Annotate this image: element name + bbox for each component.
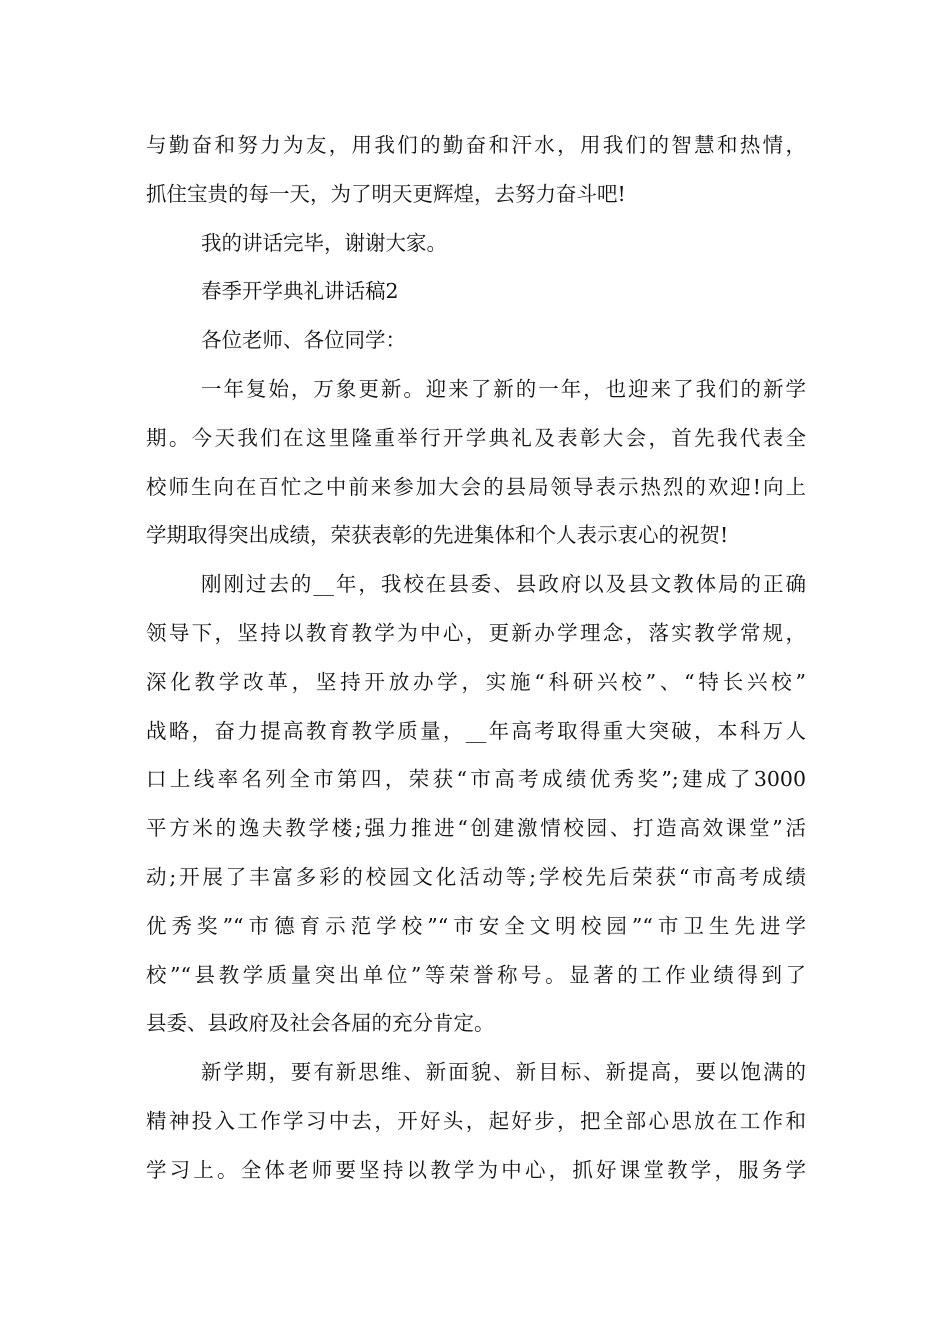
- text-line: 刚刚过去的__年，我校在县委、县政府以及县文教体局的正确: [201, 572, 806, 597]
- text-line: 我的讲话完毕，谢谢大家。: [201, 230, 447, 255]
- text-line: 领导下，坚持以教育教学为中心，更新办学理念，落实教学常规，: [146, 620, 806, 645]
- text-line: 学习上。全体老师要坚持以教学为中心，抓好课堂教学，服务学: [146, 1157, 806, 1182]
- speech-text: [146, 121, 806, 1195]
- text-line: 战略，奋力提高教育教学质量，__年高考取得重大突破，本科万人: [146, 718, 806, 743]
- text-line: 学期取得突出成绩，荣获表彰的先进集体和个人表示衷心的祝贺!: [146, 523, 729, 548]
- text-line: 新学期，要有新思维、新面貌、新目标、新提高，要以饱满的: [201, 1060, 806, 1085]
- text-line: 精神投入工作学习中去，开好头，起好步，把全部心思放在工作和: [146, 1108, 806, 1133]
- salutation: 各位老师、各位同学：: [201, 328, 406, 353]
- text-line: 期。今天我们在这里隆重举行开学典礼及表彰大会，首先我代表全: [146, 425, 806, 450]
- text-line: 平方米的逸夫教学楼;强力推进“创建激情校园、打造高效课堂”活: [146, 816, 806, 841]
- text-line: 校师生向在百忙之中前来参加大会的县局领导表示热烈的欢迎!向上: [146, 474, 806, 499]
- text-line: 与勤奋和努力为友，用我们的勤奋和汗水，用我们的智慧和热情，: [146, 133, 806, 157]
- text-line: 优秀奖”“市德育示范学校”“市安全文明校园”“市卫生先进学: [146, 913, 806, 938]
- text-line: 县委、县政府及社会各届的充分肯定。: [146, 1011, 495, 1036]
- text-line: 口上线率名列全市第四，荣获“市高考成绩优秀奖”;建成了3000: [146, 767, 806, 792]
- text-line: 抓住宝贵的每一天，为了明天更辉煌，去努力奋斗吧!: [146, 181, 626, 206]
- text-line: 深化教学改革，坚持开放办学，实施“科研兴校”、“特长兴校”: [146, 669, 806, 694]
- section-heading: 春季开学典礼讲话稿2: [201, 279, 399, 304]
- text-line: 校”“县教学质量突出单位”等荣誉称号。显著的工作业绩得到了: [146, 962, 806, 987]
- text-line: 动;开展了丰富多彩的校园文化活动等;学校先后荣获“市高考成绩: [146, 864, 806, 889]
- text-line: 一年复始，万象更新。迎来了新的一年，也迎来了我们的新学: [201, 376, 806, 401]
